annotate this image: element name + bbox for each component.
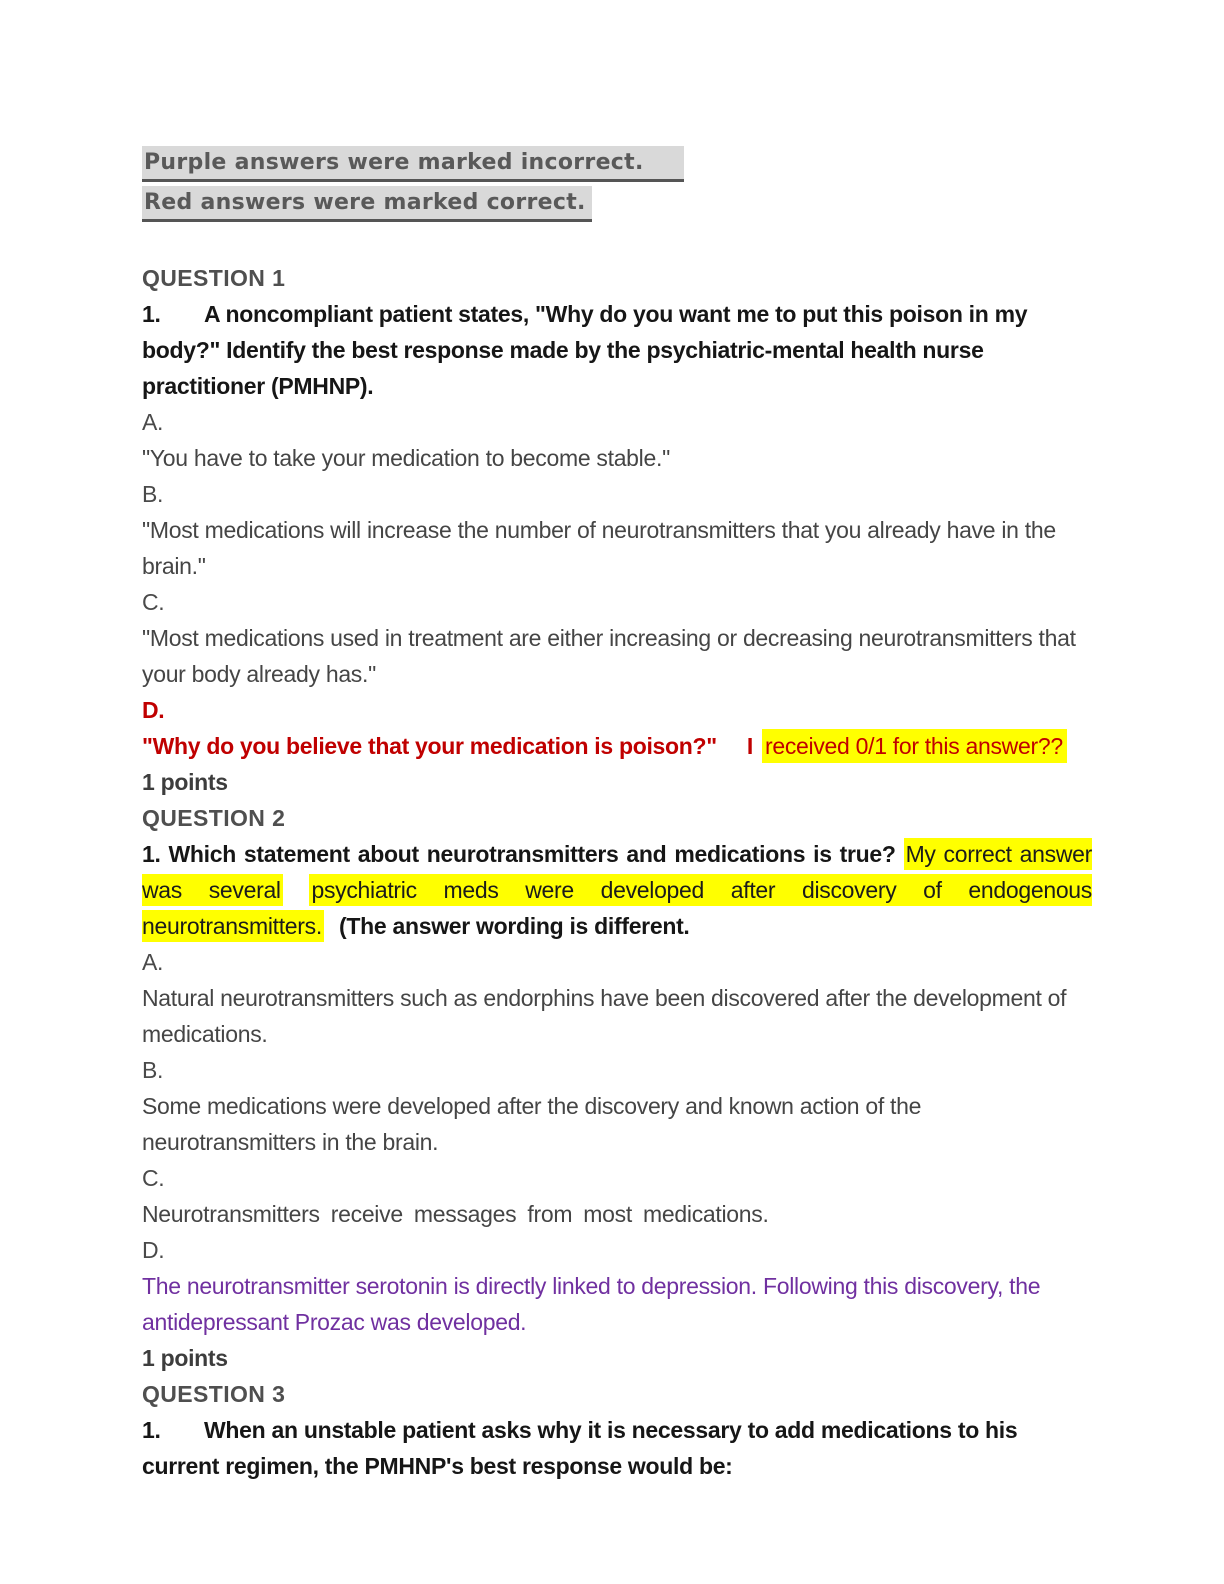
question-prompt-text: A noncompliant patient states, "Why do you want me to put this poison in my body?" Identify the best response made by the psychiatric-mental health nurse practitioner (PMHNP). bbox=[142, 301, 1028, 399]
document-content bbox=[142, 146, 1092, 1484]
q2-option-d-text-incorrect: The neurotransmitter serotonin is directly linked to depression. Following this discovery, the antidepressant Prozac was developed. bbox=[142, 1273, 1041, 1335]
question-prompt-text: 1. Which statement about neurotransmitters and medications is true? bbox=[142, 841, 896, 867]
question-3-prompt bbox=[142, 1412, 1092, 1484]
q1-option-d-text: "Why do you believe that your medication is poison?" bbox=[142, 733, 717, 759]
question-3 bbox=[142, 1376, 1092, 1484]
q2-highlight-2: psychiatric meds were developed after discovery of endogenous neurotransmitters. bbox=[142, 874, 1092, 942]
question-prompt-text: When an unstable patient asks why it is necessary to add medications to his current regimen, the PMHNP's best response would be: bbox=[142, 1417, 1018, 1479]
legend bbox=[142, 146, 1092, 222]
q1-note-prefix: I bbox=[746, 733, 753, 759]
q2-highlight-1: My correct answer was several bbox=[142, 838, 1092, 906]
q2-points: 1 points bbox=[142, 1345, 228, 1371]
q2-option-d-letter: D. bbox=[142, 1237, 165, 1263]
legend-incorrect-note: Purple answers were marked incorrect. bbox=[142, 146, 684, 182]
q2-option-c-letter: C. bbox=[142, 1165, 165, 1191]
question-2-heading: QUESTION 2 bbox=[142, 805, 286, 831]
q1-option-b-text: "Most medications will increase the number of neurotransmitters that you already have in the brain." bbox=[142, 517, 1056, 579]
q1-option-a-letter: A. bbox=[142, 409, 164, 435]
question-number: 1. bbox=[142, 301, 161, 327]
question-number: 1. bbox=[142, 1417, 161, 1443]
q1-option-b-letter: B. bbox=[142, 481, 164, 507]
question-1-prompt bbox=[142, 296, 1092, 404]
q1-option-d-row bbox=[142, 728, 1092, 764]
q2-option-b-text: Some medications were developed after the discovery and known action of the neurotransmitters in the brain. bbox=[142, 1093, 922, 1155]
question-1 bbox=[142, 260, 1092, 800]
q1-option-d-letter: D. bbox=[142, 697, 165, 723]
q1-points: 1 points bbox=[142, 769, 228, 795]
question-3-heading: QUESTION 3 bbox=[142, 1381, 286, 1407]
q2-option-c-text: Neurotransmitters receive messages from most medications. bbox=[142, 1201, 769, 1227]
q2-prompt-tail: (The answer wording is different. bbox=[339, 913, 690, 939]
question-1-heading: QUESTION 1 bbox=[142, 265, 286, 291]
q2-option-b-letter: B. bbox=[142, 1057, 164, 1083]
q1-option-c-letter: C. bbox=[142, 589, 165, 615]
legend-correct-note: Red answers were marked correct. bbox=[142, 186, 592, 222]
q2-option-a-text: Natural neurotransmitters such as endorphins have been discovered after the development of medications. bbox=[142, 985, 1067, 1047]
q1-note-highlighted: received 0/1 for this answer?? bbox=[762, 729, 1067, 763]
q1-option-a-text: "You have to take your medication to become stable." bbox=[142, 445, 670, 471]
question-2 bbox=[142, 800, 1092, 1376]
q2-option-a-letter: A. bbox=[142, 949, 164, 975]
question-2-prompt bbox=[142, 836, 1092, 944]
q1-option-c-text: "Most medications used in treatment are either increasing or decreasing neurotransmitters that your body already has." bbox=[142, 625, 1076, 687]
